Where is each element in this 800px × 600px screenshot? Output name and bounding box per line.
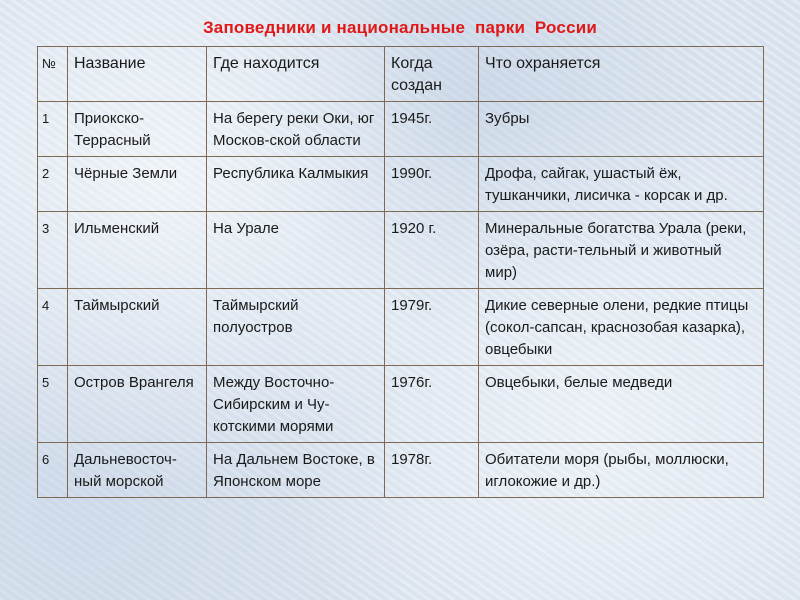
cell-number: 6 [38,443,68,498]
cell-location: Между Восточно-Сибирским и Чу-котскими морями [207,366,385,443]
header-location: Где находится [207,47,385,102]
cell-protected: Минеральные богатства Урала (реки, озёра, расти-тельный и животный мир) [479,212,764,289]
table-row [38,366,764,443]
cell-name: Остров Врангеля [68,366,207,443]
cell-name: Дальневосточ-ный морской [68,443,207,498]
table-row [38,289,764,366]
cell-protected: Дикие северные олени, редкие птицы (сокол-сапсан, краснозобая казарка), овцебыки [479,289,764,366]
header-protected: Что охраняется [479,47,764,102]
cell-number: 5 [38,366,68,443]
cell-founded: 1990г. [385,157,479,212]
cell-founded: 1976г. [385,366,479,443]
cell-founded: 1979г. [385,289,479,366]
cell-location: Республика Калмыкия [207,157,385,212]
header-row [38,47,764,102]
cell-location: Таймырский полуостров [207,289,385,366]
cell-name: Ильменский [68,212,207,289]
cell-protected: Дрофа, сайгак, ушастый ёж, тушканчики, лисичка - корсак и др. [479,157,764,212]
cell-name: Чёрные Земли [68,157,207,212]
cell-location: На Дальнем Востоке, в Японском море [207,443,385,498]
cell-number: 3 [38,212,68,289]
cell-name: Приокско-Террасный [68,102,207,157]
cell-location: На Урале [207,212,385,289]
cell-name: Таймырский [68,289,207,366]
table-row [38,102,764,157]
table-row [38,157,764,212]
header-name: Название [68,47,207,102]
cell-location: На берегу реки Оки, юг Москов-ской области [207,102,385,157]
table-row [38,212,764,289]
cell-protected: Овцебыки, белые медведи [479,366,764,443]
cell-number: 2 [38,157,68,212]
reserves-table [37,46,764,498]
cell-protected: Зубры [479,102,764,157]
table-row [38,443,764,498]
cell-number: 1 [38,102,68,157]
slide-title: Заповедники и национальные парки России [202,18,598,37]
cell-founded: 1920 г. [385,212,479,289]
header-founded: Когда создан [385,47,479,102]
cell-founded: 1945г. [385,102,479,157]
cell-number: 4 [38,289,68,366]
cell-founded: 1978г. [385,443,479,498]
cell-protected: Обитатели моря (рыбы, моллюски, иглокожие и др.) [479,443,764,498]
header-number: № [38,47,68,102]
